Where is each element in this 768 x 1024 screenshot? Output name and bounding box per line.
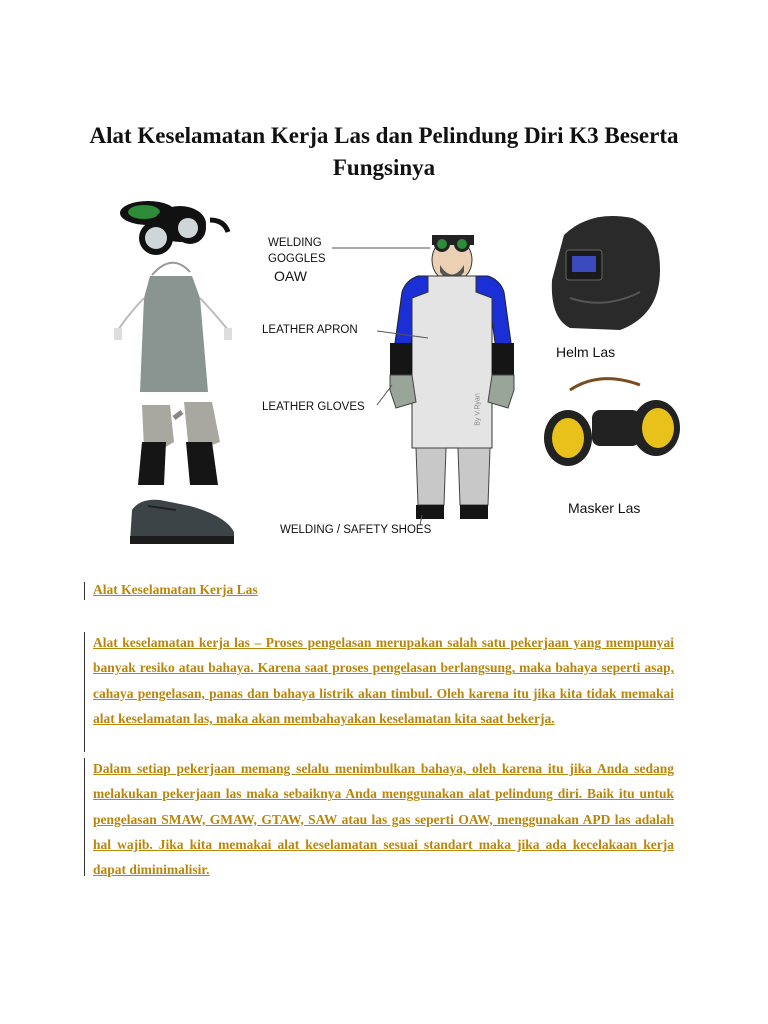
revision-bar xyxy=(84,758,85,876)
gray-apron-image xyxy=(114,263,232,392)
label-credit: By V.Ryan xyxy=(474,393,482,426)
welding-mask-image xyxy=(544,379,680,466)
revision-bar xyxy=(84,582,85,600)
welder-figure xyxy=(390,235,514,519)
label-leather-apron: LEATHER APRON xyxy=(262,324,358,336)
welding-helmet-image xyxy=(552,216,660,330)
paragraph-link[interactable]: Alat keselamatan kerja las – Proses pengelasan merupakan salah satu pekerjaan yang mempunyai banyak resiko atau bahaya. Karena saat proses pengelasan berlangsung, maka bahaya seperti asap, cahaya pengelasan, panas dan bahaya listrik akan timbul. Oleh karena itu jika kita tidak memakai alat keselamatan las, maka akan membahayakan keselamatan kita saat bekerja. xyxy=(93,635,674,726)
ppe-figure-svg xyxy=(100,180,700,550)
welding-goggles-image xyxy=(120,201,228,255)
ppe-illustration xyxy=(100,180,700,550)
revision-bar xyxy=(84,632,85,752)
section-heading[interactable] xyxy=(93,582,258,598)
label-oaw: OAW xyxy=(274,268,307,284)
paragraph[interactable] xyxy=(93,630,674,731)
safety-shoe-image xyxy=(130,500,234,544)
label-safety-shoes: WELDING / SAFETY SHOES xyxy=(280,524,432,536)
label-helm-las: Helm Las xyxy=(556,344,616,360)
label-welding-goggles-2: GOGGLES xyxy=(268,253,326,265)
leather-gloves-image xyxy=(138,402,220,485)
paragraph-link[interactable]: Dalam setiap pekerjaan memang selalu menimbulkan bahaya, oleh karena itu jika Anda sedang melakukan pekerjaan las maka sebaiknya Anda menggunakan alat pelindung diri. Baik itu untuk pengelasan SMAW, GMAW, GTAW, SAW atau las gas seperti OAW, menggunakan APD las adalah hal wajib. Jika kita memakai alat keselamatan sesuai standart maka jika ada kecelakaan kerja dapat diminimalisir. xyxy=(93,761,674,878)
label-masker-las: Masker Las xyxy=(568,500,641,516)
document-title: Alat Keselamatan Kerja Las dan Pelindung Diri K3 Beserta Fungsinya xyxy=(89,123,679,180)
label-leather-gloves: LEATHER GLOVES xyxy=(262,401,365,413)
section-heading-link[interactable]: Alat Keselamatan Kerja Las xyxy=(93,582,258,597)
paragraph[interactable] xyxy=(93,756,674,882)
label-welding-goggles-1: WELDING xyxy=(268,237,322,249)
